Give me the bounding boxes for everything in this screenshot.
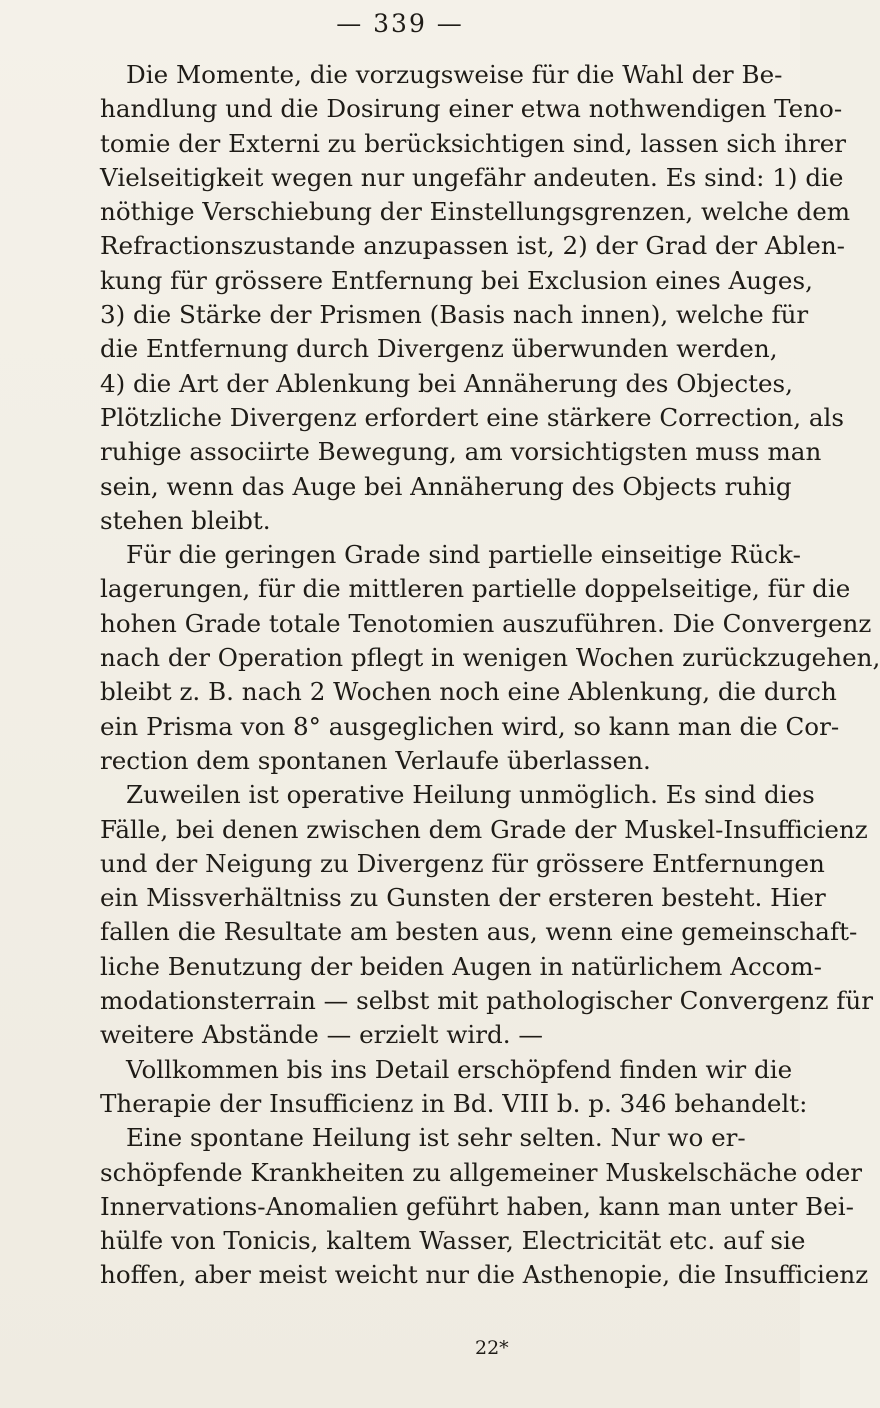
text-line: nöthige Verschiebung der Einstellungsgrenzen, welche dem (100, 197, 851, 227)
body-text (100, 58, 880, 1293)
text-line: modationsterrain — selbst mit pathologischer Convergenz für (100, 986, 873, 1016)
text-line: bleibt z. B. nach 2 Wochen noch eine Ablenkung, die durch (100, 677, 837, 707)
text-line: weitere Abstände — erzielt wird. — (100, 1020, 543, 1050)
text-line: Innervations-Anomalien geführt haben, kann man unter Bei- (100, 1191, 854, 1221)
text-line: kung für grössere Entfernung bei Exclusion eines Auges, (100, 265, 813, 295)
page-header: — 339 — (336, 9, 464, 38)
text-line: und der Neigung zu Divergenz für grössere Entfernungen (100, 848, 825, 878)
text-line: sein, wenn das Auge bei Annäherung des Objects ruhig (100, 471, 792, 501)
text-line: Eine spontane Heilung ist sehr selten. Nur wo er- (126, 1123, 746, 1153)
text-line: fallen die Resultate am besten aus, wenn eine gemeinschaft- (100, 917, 858, 947)
text-line: ruhige associirte Bewegung, am vorsichtigsten muss man (100, 437, 822, 467)
text-line: lagerungen, für die mittleren partielle doppelseitige, für die (100, 574, 851, 604)
text-line: Die Momente, die vorzugsweise für die Wahl der Be- (126, 60, 783, 89)
text-line: ein Missverhältniss zu Gunsten der ersteren besteht. Hier (100, 883, 826, 913)
text-line: hoffen, aber meist weicht nur die Asthenopie, die Insufficienz (100, 1260, 869, 1290)
text-line: Zuweilen ist operative Heilung unmöglich. Es sind dies (126, 780, 815, 810)
text-line: Refractionszustande anzupassen ist, 2) der Grad der Ablen- (100, 231, 845, 261)
text-line: handlung und die Dosirung einer etwa nothwendigen Teno- (100, 94, 843, 124)
text-line: Für die geringen Grade sind partielle einseitige Rück- (126, 540, 801, 570)
text-line: Vielseitigkeit wegen nur ungefähr andeuten. Es sind: 1) die (100, 162, 844, 192)
text-line: rection dem spontanen Verlaufe überlassen. (100, 745, 651, 775)
signature-mark: 22* (475, 1337, 509, 1359)
text-line: Fälle, bei denen zwischen dem Grade der Muskel-Insufficienz (100, 814, 868, 844)
text-line: ein Prisma von 8° ausgeglichen wird, so kann man die Cor- (100, 711, 840, 741)
text-line: Vollkommen bis ins Detail erschöpfend finden wir die (126, 1054, 793, 1084)
text-line: liche Benutzung der beiden Augen in natürlichem Accom- (100, 951, 822, 981)
text-line: hohen Grade totale Tenotomien auszuführen. Die Convergenz (100, 608, 872, 638)
text-line: die Entfernung durch Divergenz überwunden werden, (100, 334, 778, 364)
text-line: schöpfende Krankheiten zu allgemeiner Muskelschäche oder (100, 1157, 863, 1187)
text-line: 3) die Stärke der Prismen (Basis nach innen), welche für (100, 300, 809, 330)
text-line: Plötzliche Divergenz erfordert eine stärkere Correction, als (100, 402, 844, 432)
text-line: 4) die Art der Ablenkung bei Annäherung des Objectes, (100, 368, 793, 398)
text-line: tomie der Externi zu berücksichtigen sind, lassen sich ihrer (100, 128, 847, 158)
text-line: Therapie der Insufficienz in Bd. VIII b. p. 346 behandelt: (100, 1088, 808, 1118)
text-line: stehen bleibt. (100, 505, 271, 535)
text-line: hülfe von Tonicis, kaltem Wasser, Electricität etc. auf sie (100, 1226, 806, 1256)
text-line: nach der Operation pflegt in wenigen Wochen zurückzugehen, (100, 643, 880, 673)
